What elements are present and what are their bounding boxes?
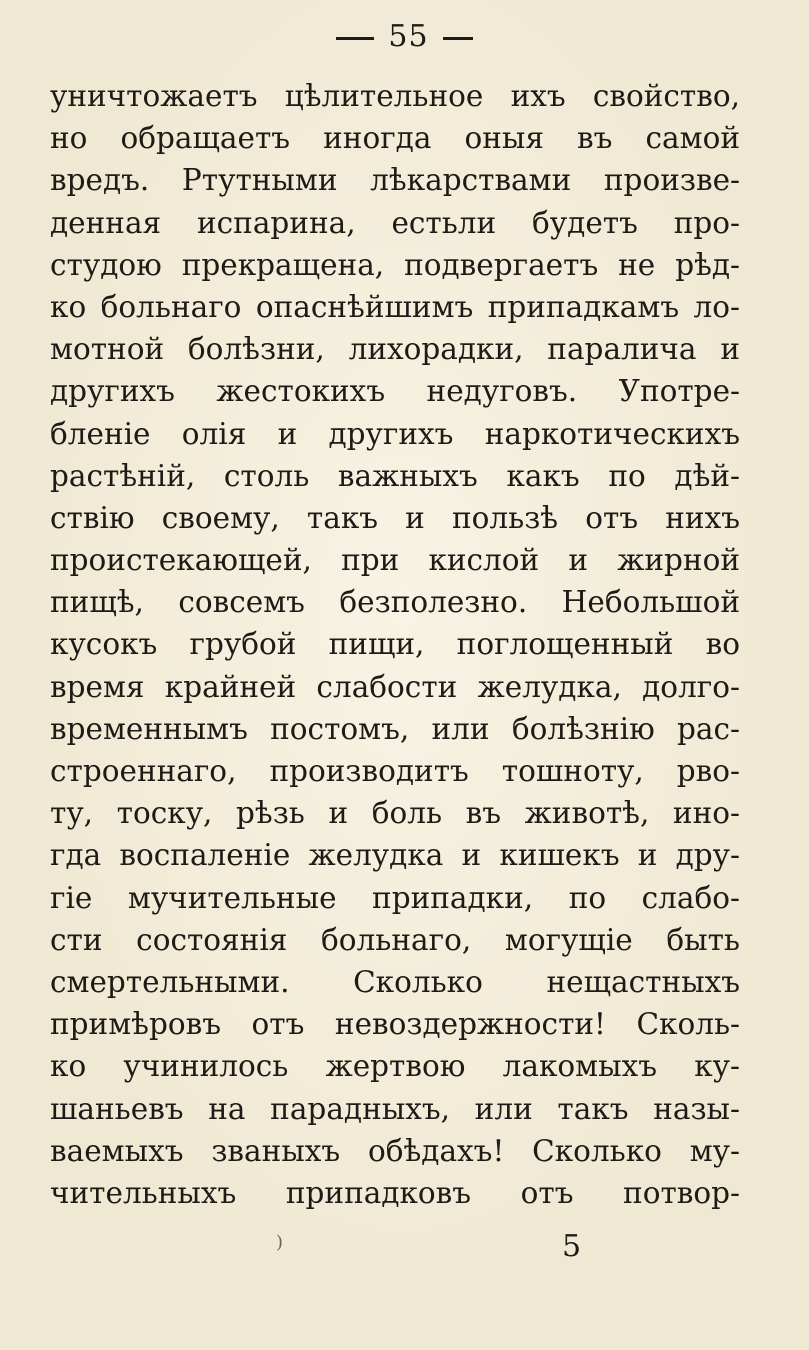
text-line: время крайней слабости желудка, долго- <box>50 669 740 704</box>
text-line: проистекающей, при кислой и жирной <box>50 543 740 578</box>
header-right-dash <box>443 37 473 40</box>
text-line: другихъ жестокихъ недуговъ. Употре- <box>50 374 740 409</box>
text-line: но обращаетъ иногда оныя въ самой <box>50 121 740 156</box>
text-line: ваемыхъ званыхъ обѣдахъ! Сколько му- <box>50 1133 740 1168</box>
footer-ink-mark: ) <box>276 1232 284 1253</box>
text-line: уничтожаетъ цѣлительное ихъ свойство, <box>50 79 740 113</box>
page-body-text <box>50 75 740 1214</box>
page-header <box>0 14 809 60</box>
text-line: примѣровъ отъ невоздержности! Сколь- <box>50 1007 740 1042</box>
text-line: гда воспаленіе желудка и кишекъ и дру- <box>50 838 740 873</box>
text-line: чительныхъ припадковъ отъ потвор- <box>50 1175 740 1210</box>
text-line: ко учинилось жертвою лакомыхъ ку- <box>50 1049 740 1084</box>
text-line: студою прекращена, подвергаетъ не рѣд- <box>50 247 740 282</box>
text-line: пищѣ, совсемъ безполезно. Небольшой <box>50 585 740 620</box>
header-left-dash <box>336 37 374 40</box>
text-line: кусокъ грубой пищи, поглощенный во <box>50 627 740 662</box>
text-line: строеннаго, производитъ тошноту, рво- <box>50 754 740 788</box>
text-line: ту, тоску, рѣзь и боль въ животѣ, ино- <box>50 796 740 831</box>
text-line: ствію своему, такъ и пользѣ отъ нихъ <box>50 500 740 535</box>
signature-mark: 5 <box>562 1229 582 1264</box>
text-line: сти состоянія больнаго, могущіе быть <box>50 922 740 957</box>
text-line: смертельными. Сколько нещастныхъ <box>50 964 740 999</box>
text-line: бленіе олія и другихъ наркотическихъ <box>50 416 740 451</box>
text-line: денная испарина, естьли будетъ про- <box>50 205 740 240</box>
text-line: гіе мучительные припадки, по слабо- <box>50 880 740 915</box>
text-line: растѣній, столь важныхъ какъ по дѣй- <box>50 458 740 493</box>
text-line: ко больнаго опаснѣйшимъ припадкамъ ло- <box>50 289 740 324</box>
text-line: вредъ. Ртутными лѣкарствами произве- <box>50 163 740 198</box>
text-line: мотной болѣзни, лихорадки, паралича и <box>50 332 740 367</box>
page-number: 55 <box>388 19 429 54</box>
text-line: шаньевъ на парадныхъ, или такъ назы- <box>50 1091 740 1126</box>
text-line: временнымъ постомъ, или болѣзнію рас- <box>50 711 740 746</box>
